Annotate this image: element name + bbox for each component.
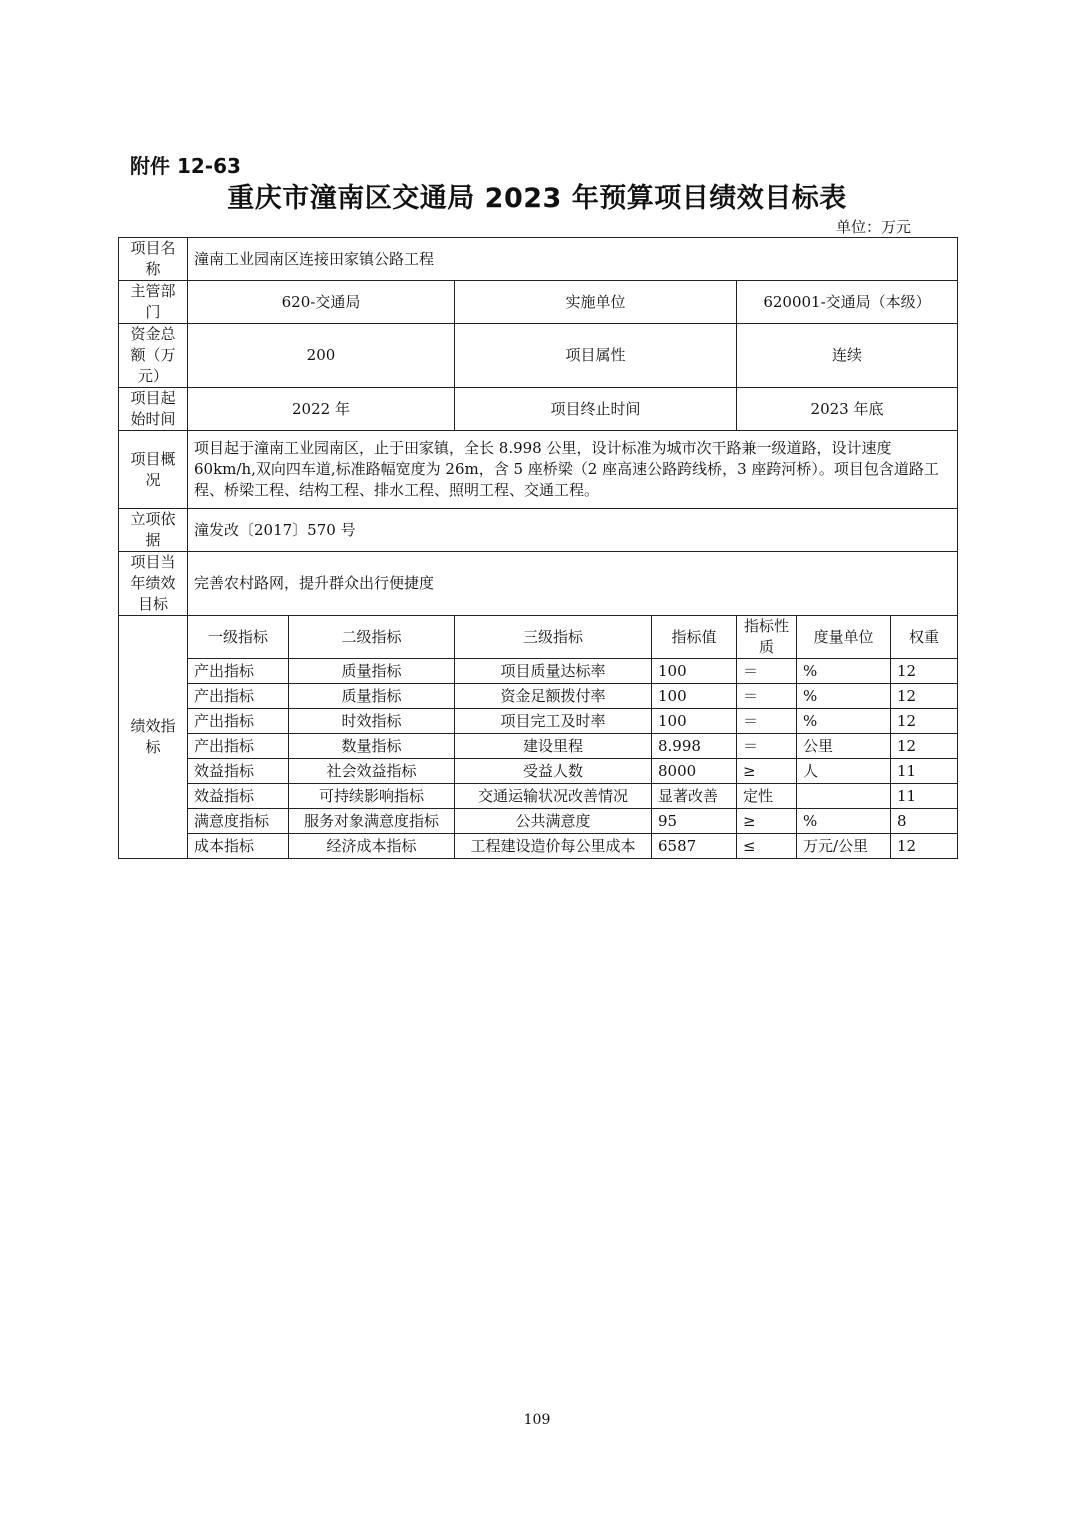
indicators-section-label: 绩效指标 <box>119 616 188 859</box>
overview-value: 项目起于潼南工业园南区，止于田家镇，全长 8.998 公里，设计标准为城市次干路兼一级道路，设计速度 60km/h,双向四车道,标准路幅宽度为 26m，含 5 座桥梁（2 座高速公路跨线桥，3 座跨河桥）。项目包含道路工程、桥梁工程、结构工程、排水工程、照明工程、交通工程。 <box>188 431 958 509</box>
table-row <box>119 684 958 709</box>
header-level2: 二级指标 <box>289 616 455 659</box>
cell-level2: 经济成本指标 <box>289 834 455 859</box>
cell-level3: 受益人数 <box>455 759 652 784</box>
header-nature: 指标性质 <box>737 616 797 659</box>
basis-value: 潼发改〔2017〕570 号 <box>188 509 958 552</box>
cell-nature: 定性 <box>737 784 797 809</box>
table-row <box>119 734 958 759</box>
unit-label: 单位：万元 <box>836 218 912 236</box>
cell-level2: 时效指标 <box>289 709 455 734</box>
cell-level1: 产出指标 <box>188 659 289 684</box>
cell-weight: 12 <box>891 834 958 859</box>
cell-level2: 社会效益指标 <box>289 759 455 784</box>
cell-value: 100 <box>652 659 737 684</box>
attachment-label: 附件 12-63 <box>130 154 241 178</box>
cell-weight: 12 <box>891 684 958 709</box>
cell-level1: 产出指标 <box>188 684 289 709</box>
project-name-label: 项目名称 <box>119 238 188 281</box>
end-value: 2023 年底 <box>737 388 958 431</box>
cell-unit: % <box>797 684 891 709</box>
cell-nature: ＝ <box>737 684 797 709</box>
cell-level3: 交通运输状况改善情况 <box>455 784 652 809</box>
cell-level2: 可持续影响指标 <box>289 784 455 809</box>
cell-weight: 11 <box>891 784 958 809</box>
cell-weight: 11 <box>891 759 958 784</box>
dept-value: 620-交通局 <box>188 281 455 324</box>
cell-unit <box>797 784 891 809</box>
table-row <box>119 834 958 859</box>
cell-unit: 万元/公里 <box>797 834 891 859</box>
cell-value: 8000 <box>652 759 737 784</box>
cell-level1: 产出指标 <box>188 734 289 759</box>
dept-label: 主管部门 <box>119 281 188 324</box>
cell-value: 100 <box>652 709 737 734</box>
cell-level1: 满意度指标 <box>188 809 289 834</box>
table-row <box>119 784 958 809</box>
cell-nature: ≥ <box>737 759 797 784</box>
goal-label: 项目当年绩效目标 <box>119 552 188 616</box>
performance-table <box>118 237 958 859</box>
cell-level1: 效益指标 <box>188 784 289 809</box>
attr-label: 项目属性 <box>455 324 737 388</box>
cell-level2: 质量指标 <box>289 659 455 684</box>
cell-level3: 资金足额拨付率 <box>455 684 652 709</box>
header-value: 指标值 <box>652 616 737 659</box>
table-row <box>119 759 958 784</box>
page-number: 109 <box>523 1412 551 1428</box>
cell-unit: % <box>797 709 891 734</box>
impl-label: 实施单位 <box>455 281 737 324</box>
cell-weight: 12 <box>891 659 958 684</box>
cell-value: 100 <box>652 684 737 709</box>
cell-value: 6587 <box>652 834 737 859</box>
cell-unit: 公里 <box>797 734 891 759</box>
document-title: 重庆市潼南区交通局 2023 年预算项目绩效目标表 <box>227 183 847 214</box>
cell-unit: % <box>797 659 891 684</box>
header-weight: 权重 <box>891 616 958 659</box>
start-label: 项目起始时间 <box>119 388 188 431</box>
table-row <box>119 809 958 834</box>
header-level3: 三级指标 <box>455 616 652 659</box>
cell-nature: ＝ <box>737 659 797 684</box>
cell-level3: 建设里程 <box>455 734 652 759</box>
table-row <box>119 709 958 734</box>
cell-level1: 成本指标 <box>188 834 289 859</box>
cell-value: 8.998 <box>652 734 737 759</box>
cell-level3: 项目质量达标率 <box>455 659 652 684</box>
header-level1: 一级指标 <box>188 616 289 659</box>
overview-label: 项目概况 <box>119 431 188 509</box>
cell-level3: 项目完工及时率 <box>455 709 652 734</box>
impl-value: 620001-交通局（本级） <box>737 281 958 324</box>
cell-value: 显著改善 <box>652 784 737 809</box>
cell-unit: 人 <box>797 759 891 784</box>
cell-level2: 服务对象满意度指标 <box>289 809 455 834</box>
basis-label: 立项依据 <box>119 509 188 552</box>
end-label: 项目终止时间 <box>455 388 737 431</box>
header-unit: 度量单位 <box>797 616 891 659</box>
table-row <box>119 659 958 684</box>
cell-nature: ≥ <box>737 809 797 834</box>
cell-nature: ≤ <box>737 834 797 859</box>
cell-nature: ＝ <box>737 734 797 759</box>
cell-value: 95 <box>652 809 737 834</box>
cell-weight: 12 <box>891 734 958 759</box>
fund-value: 200 <box>188 324 455 388</box>
cell-level1: 效益指标 <box>188 759 289 784</box>
attr-value: 连续 <box>737 324 958 388</box>
goal-value: 完善农村路网，提升群众出行便捷度 <box>188 552 958 616</box>
project-name-value: 潼南工业园南区连接田家镇公路工程 <box>188 238 958 281</box>
cell-weight: 8 <box>891 809 958 834</box>
cell-level2: 数量指标 <box>289 734 455 759</box>
cell-level1: 产出指标 <box>188 709 289 734</box>
start-value: 2022 年 <box>188 388 455 431</box>
cell-level2: 质量指标 <box>289 684 455 709</box>
cell-level3: 公共满意度 <box>455 809 652 834</box>
cell-level3: 工程建设造价每公里成本 <box>455 834 652 859</box>
cell-unit: % <box>797 809 891 834</box>
cell-weight: 12 <box>891 709 958 734</box>
cell-nature: ＝ <box>737 709 797 734</box>
fund-label: 资金总额（万元） <box>119 324 188 388</box>
